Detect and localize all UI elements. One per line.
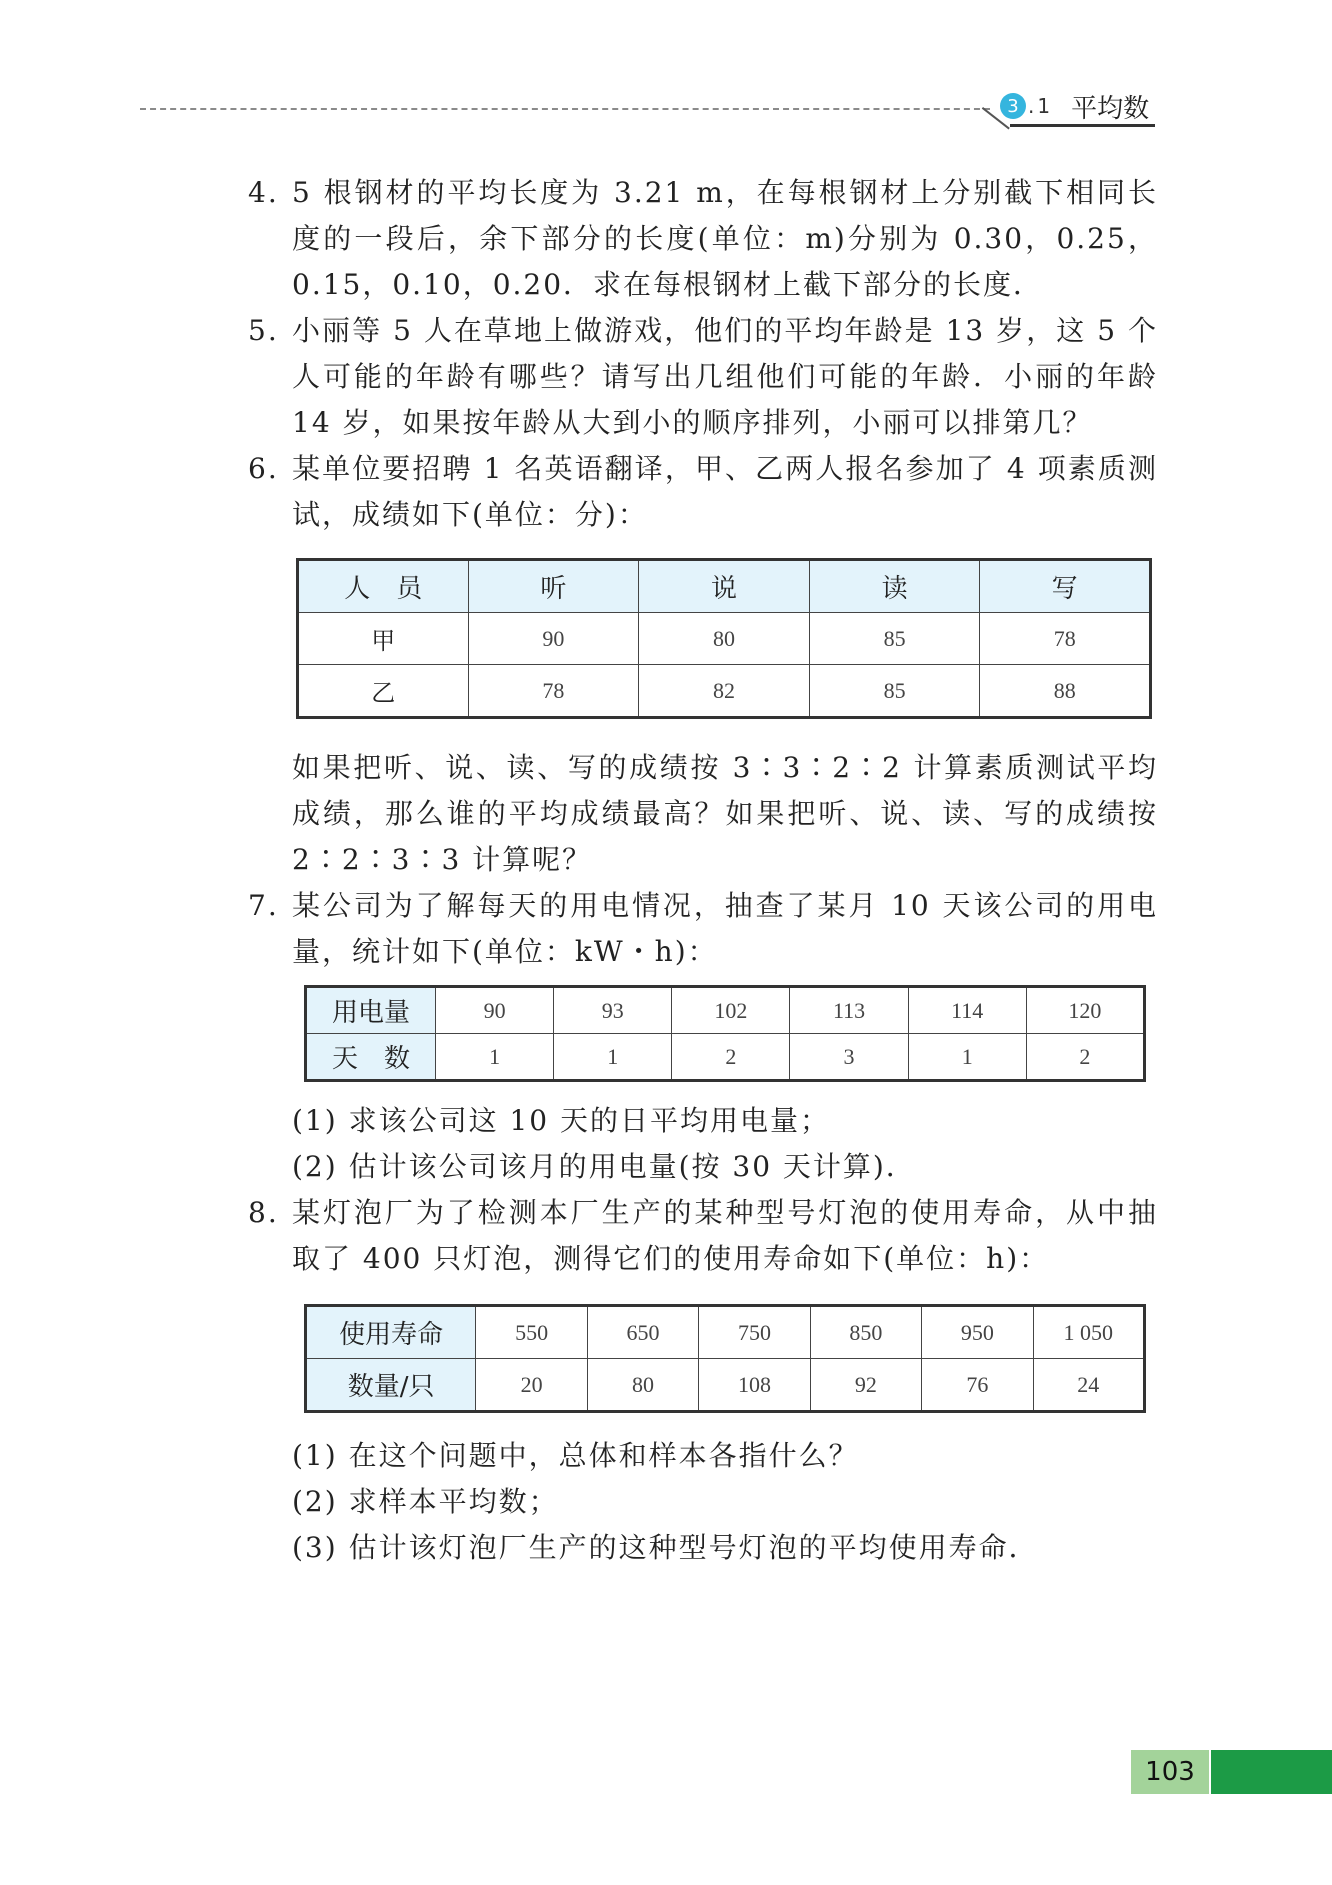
section-title: 平均数 — [1071, 93, 1150, 124]
table-cell: 1 — [908, 1034, 1026, 1081]
problem-text: 某单位要招聘 1 名英语翻译，甲、乙两人报名参加了 4 项素质测试，成绩如下(单位：分)： — [292, 452, 1158, 531]
problem-6-followup: 如果把听、说、读、写的成绩按 3∶3∶2∶2 计算素质测试平均成绩，那么谁的平均成绩最高？如果把听、说、读、写的成绩按 2∶2∶3∶3 计算呢？ — [292, 751, 1158, 876]
table-header-row — [298, 560, 1151, 613]
sub-question: (1) 在这个问题中，总体和样本各指什么？ — [292, 1439, 859, 1472]
table-cell: 85 — [809, 665, 980, 718]
table-cell: 102 — [672, 987, 790, 1034]
table-row — [306, 1034, 1145, 1081]
chapter-number-badge: 3 — [1000, 93, 1026, 119]
table-cell: 甲 — [298, 613, 469, 665]
problem-text: 5 根钢材的平均长度为 3.21 m，在每根钢材上分别截下相同长度的一段后，余下部分的长度(单位：m)分别为 0.30，0.25，0.15，0.10，0.20．求在每根钢材上截下部分的长度． — [292, 176, 1158, 301]
problem-text: 小丽等 5 人在草地上做游戏，他们的平均年龄是 13 岁，这 5 个人可能的年龄有哪些？请写出几组他们可能的年龄．小丽的年龄 14 岁，如果按年龄从大到小的顺序排列，小丽可以排第几？ — [292, 314, 1158, 439]
table-cell: 80 — [587, 1359, 698, 1412]
problem-number: 5. — [248, 314, 279, 347]
table-cell: 114 — [908, 987, 1026, 1034]
problem-number: 6. — [248, 452, 279, 485]
table-cell: 24 — [1033, 1359, 1144, 1412]
problem-number: 4. — [248, 176, 279, 209]
table-row — [306, 1359, 1145, 1412]
table-header-cell: 读 — [809, 560, 980, 613]
header-dashed-rule — [140, 108, 990, 110]
table-cell: 850 — [810, 1306, 921, 1359]
table-cell: 乙 — [298, 665, 469, 718]
table-cell: 80 — [639, 613, 810, 665]
table-cell: 82 — [639, 665, 810, 718]
table-cell: 113 — [790, 987, 908, 1034]
table-cell: 550 — [476, 1306, 587, 1359]
table-row — [298, 665, 1151, 718]
sub-question: (3) 估计该灯泡厂生产的这种型号灯泡的平均使用寿命． — [292, 1531, 1039, 1564]
table-cell: 78 — [980, 613, 1151, 665]
problem-number: 7. — [248, 889, 279, 922]
table-row — [298, 613, 1151, 665]
table-header-cell: 人 员 — [298, 560, 469, 613]
table-cell: 2 — [1026, 1034, 1144, 1081]
table-cell: 650 — [587, 1306, 698, 1359]
table-header-cell: 写 — [980, 560, 1151, 613]
page-color-bar — [1211, 1750, 1332, 1794]
problem-number: 8. — [248, 1196, 279, 1229]
table-header-cell: 用电量 — [306, 987, 436, 1034]
table-cell: 750 — [699, 1306, 810, 1359]
section-heading — [1000, 90, 1149, 122]
problem-text: 某公司为了解每天的用电情况，抽查了某月 10 天该公司的用电量，统计如下(单位：kW・h)： — [292, 889, 1158, 968]
table-cell: 90 — [436, 987, 554, 1034]
table-cell: 3 — [790, 1034, 908, 1081]
table-cell: 1 — [554, 1034, 672, 1081]
table-header-cell: 说 — [639, 560, 810, 613]
table-cell: 78 — [468, 665, 639, 718]
sub-question: (2) 估计该公司该月的用电量(按 30 天计算)． — [292, 1150, 916, 1183]
table-cell: 2 — [672, 1034, 790, 1081]
table-header-cell: 使用寿命 — [306, 1306, 476, 1359]
electricity-table — [304, 985, 1146, 1082]
table-cell: 76 — [922, 1359, 1033, 1412]
page-number: 103 — [1131, 1750, 1209, 1794]
table-cell: 120 — [1026, 987, 1144, 1034]
sub-question: (2) 求样本平均数； — [292, 1485, 559, 1518]
table-header-cell: 数量/只 — [306, 1359, 476, 1412]
bulb-lifetime-table — [304, 1304, 1146, 1413]
problem-8 — [248, 1190, 1158, 1282]
exercise-list — [248, 170, 1158, 1571]
table-cell: 85 — [809, 613, 980, 665]
table-header-cell: 听 — [468, 560, 639, 613]
problem-4 — [248, 170, 1158, 308]
problem-5 — [248, 308, 1158, 446]
table-cell: 20 — [476, 1359, 587, 1412]
table-cell: 88 — [980, 665, 1151, 718]
score-table — [296, 558, 1152, 719]
table-row — [306, 1306, 1145, 1359]
table-cell: 1 050 — [1033, 1306, 1144, 1359]
table-cell: 93 — [554, 987, 672, 1034]
problem-7 — [248, 883, 1158, 975]
table-cell: 950 — [922, 1306, 1033, 1359]
table-header-cell: 天 数 — [306, 1034, 436, 1081]
table-cell: 90 — [468, 613, 639, 665]
sub-question: (1) 求该公司这 10 天的日平均用电量； — [292, 1104, 830, 1137]
table-cell: 92 — [810, 1359, 921, 1412]
problem-text: 某灯泡厂为了检测本厂生产的某种型号灯泡的使用寿命，从中抽取了 400 只灯泡，测得它们的使用寿命如下(单位：h)： — [292, 1196, 1158, 1275]
table-cell: 108 — [699, 1359, 810, 1412]
table-cell: 1 — [436, 1034, 554, 1081]
table-row — [306, 987, 1145, 1034]
section-number: .1 — [1028, 94, 1054, 118]
problem-6 — [248, 446, 1158, 538]
